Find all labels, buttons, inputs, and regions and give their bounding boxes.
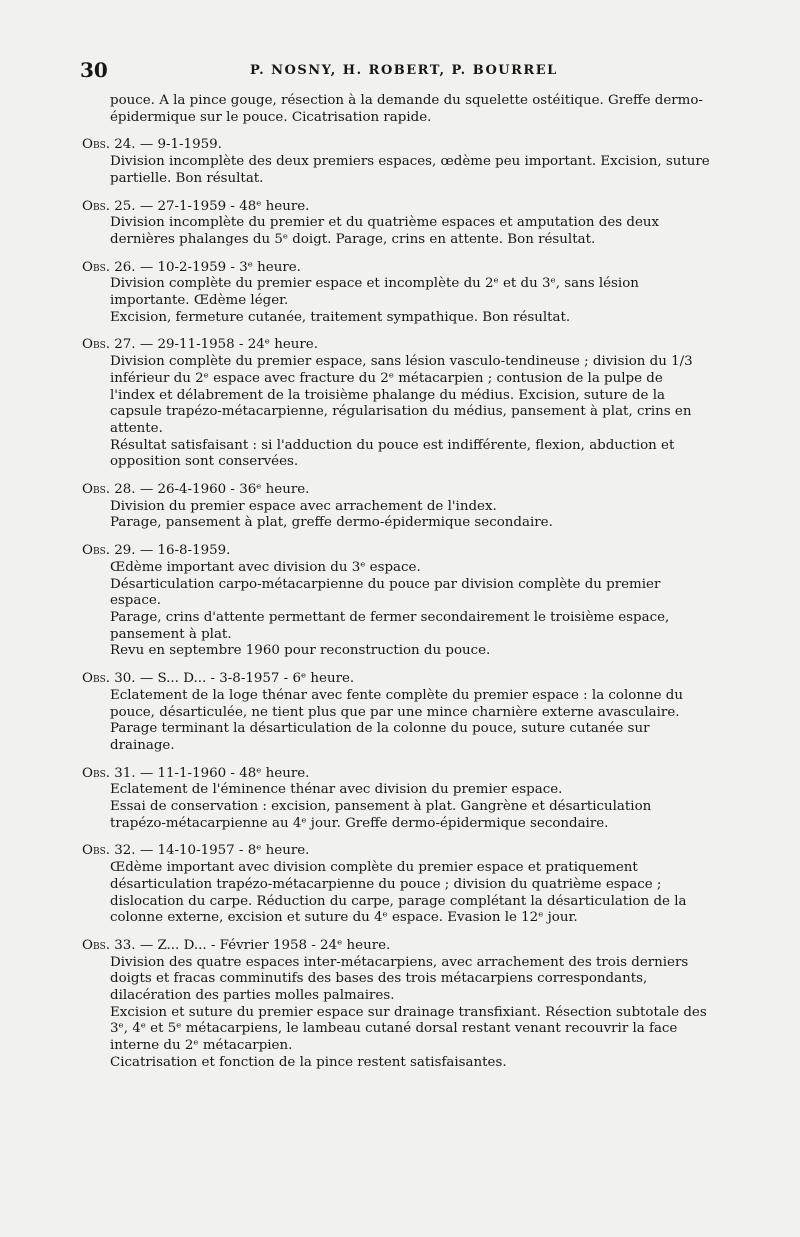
observation-entry <box>82 482 710 532</box>
intro-paragraph: pouce. A la pince gouge, résection à la demande du squelette ostéitique. Greffe dermo-épidermique sur le pouce. Cicatrisation rapide. <box>110 93 703 125</box>
observation-title: Obs. 31. — 11-1-1960 - 48ᵉ heure. <box>82 765 310 781</box>
observation-paragraph: Parage, pansement à plat, greffe dermo-épidermique secondaire. <box>110 515 553 531</box>
observation-title: Obs. 26. — 10-2-1959 - 3ᵉ heure. <box>82 259 301 275</box>
observation-entry <box>82 543 710 660</box>
observation-entry <box>82 137 710 187</box>
observation-paragraph: Revu en septembre 1960 pour reconstruction du pouce. <box>110 643 491 659</box>
observation-title: Obs. 29. — 16-8-1959. <box>82 543 231 559</box>
observation-paragraph: Parage terminant la désarticulation de la colonne du pouce, suture cutanée sur drainage. <box>110 721 650 753</box>
observation-body <box>82 499 710 532</box>
observation-title: Obs. 25. — 27-1-1959 - 48ᵉ heure. <box>82 198 310 214</box>
observation-paragraph: Excision, fermeture cutanée, traitement sympathique. Bon résultat. <box>110 309 571 325</box>
observation-paragraph: Résultat satisfaisant : si l'adduction du pouce est indifférente, flexion, abduction et opposition sont conservées. <box>110 437 675 470</box>
observation-paragraph: Cicatrisation et fonction de la pince restent satisfaisantes. <box>110 1054 507 1070</box>
observation-body <box>82 782 710 832</box>
observation-title: Obs. 24. — 9-1-1959. <box>82 137 222 153</box>
observation-paragraph: Œdème important avec division du 3ᵉ espace. <box>110 559 421 575</box>
observation-paragraph: Désarticulation carpo-métacarpienne du pouce par division complète du premier espace. <box>110 576 661 609</box>
observation-paragraph: Excision et suture du premier espace sur drainage transfixiant. Résection subtotale des 3ᵉ, 4ᵉ et 5ᵉ métacarpiens, le lambeau cutané dorsal restant venant recouvrir la face interne du 2ᵉ métacarpien. <box>110 1004 707 1054</box>
observation-paragraph: Essai de conservation : excision, pansement à plat. Gangrène et désarticulation trapézo-métacarpienne au 4ᵉ jour. Greffe dermo-épidermique secondaire. <box>110 799 652 831</box>
page-number: 30 <box>80 58 108 82</box>
observation-entry <box>82 671 710 755</box>
page-header <box>80 58 720 82</box>
observation-paragraph: Division complète du premier espace, sans lésion vasculo-tendineuse ; division du 1/3 inférieur du 2ᵉ espace avec fracture du 2ᵉ métacarpien ; contusion de la pulpe de l'index et délabrement de la troisième phalange du médius. Excision, suture de la capsule trapézo-métacarpienne, régularisation du médius, pansement à plat, crins en attente. <box>110 354 693 436</box>
observation-paragraph: Eclatement de l'éminence thénar avec division du premier espace. <box>110 782 563 798</box>
observation-body <box>82 276 710 326</box>
observation-paragraph: Parage, crins d'attente permettant de fermer secondairement le troisième espace, pansement à plat. <box>110 609 670 642</box>
observation-entry <box>82 260 710 327</box>
observation-paragraph: Division du premier espace avec arrachement de l'index. <box>110 498 497 514</box>
observation-body <box>82 154 710 187</box>
observation-paragraph: Eclatement de la loge thénar avec fente complète du premier espace : la colonne du pouce, désarticulée, ne tient plus que par une mince charnière externe avasculaire. <box>110 687 683 720</box>
observation-entry <box>82 938 710 1072</box>
observation-title: Obs. 28. — 26-4-1960 - 36ᵉ heure. <box>82 482 310 498</box>
observation-paragraph: Division des quatre espaces inter-métacarpiens, avec arrachement des trois derniers doigts et fracas comminutifs des bases des trois métacarpiens correspondants, dilacération des parties molles palmaires. <box>110 954 689 1004</box>
observation-body <box>82 215 710 248</box>
observation-title: Obs. 32. — 14-10-1957 - 8ᵉ heure. <box>82 843 310 859</box>
observation-paragraph: Œdème important avec division complète du premier espace et pratiquement désarticulation trapézo-métacarpienne du pouce ; division du quatrième espace ; dislocation du carpe. Réduction du carpe, parage complétant la désarticulation de la colonne externe, excision et suture du 4ᵉ espace. Evasion le 12ᵉ jour. <box>110 860 687 926</box>
observation-body <box>82 560 710 660</box>
observation-title: Obs. 27. — 29-11-1958 - 24ᵉ heure. <box>82 337 318 353</box>
observation-paragraph: Division incomplète des deux premiers espaces, œdème peu important. Excision, suture partielle. Bon résultat. <box>110 154 710 186</box>
observation-body <box>82 955 710 1072</box>
observation-body <box>82 354 710 471</box>
observation-paragraph: Division complète du premier espace et incomplète du 2ᵉ et du 3ᵉ, sans lésion importante. Œdème léger. <box>110 276 639 309</box>
observation-entry <box>82 766 710 833</box>
running-head: P. NOSNY, H. ROBERT, P. BOURREL <box>250 63 558 78</box>
body-text <box>82 93 710 1072</box>
observation-entry <box>82 337 710 471</box>
observation-list <box>82 137 710 1071</box>
observation-title: Obs. 33. — Z... D... - Février 1958 - 24ᵉ heure. <box>82 937 391 953</box>
observation-title: Obs. 30. — S... D... - 3-8-1957 - 6ᵉ heure. <box>82 671 355 687</box>
observation-body <box>82 688 710 755</box>
observation-paragraph: Division incomplète du premier et du quatrième espaces et amputation des deux dernières phalanges du 5ᵉ doigt. Parage, crins en attente. Bon résultat. <box>110 215 660 247</box>
observation-entry <box>82 199 710 249</box>
observation-entry <box>82 843 710 927</box>
observation-body <box>82 860 710 927</box>
